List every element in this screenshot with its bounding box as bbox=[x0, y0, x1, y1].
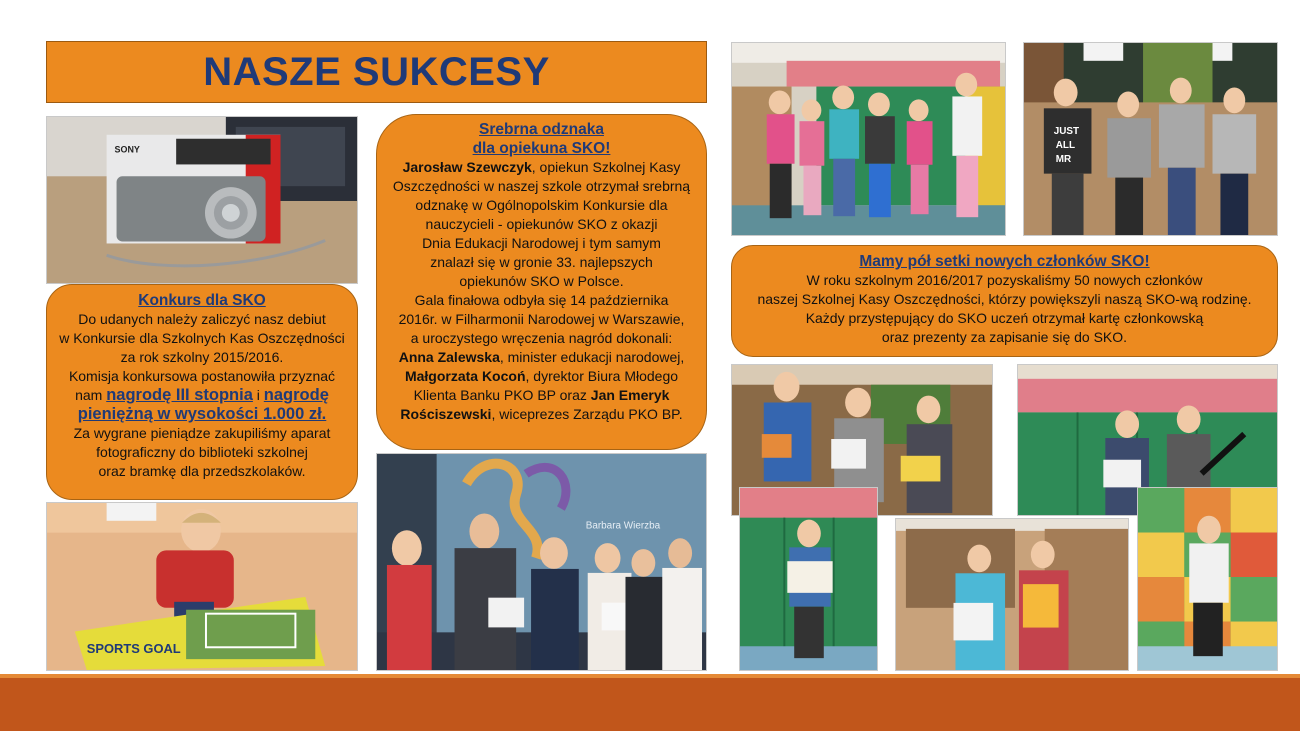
footer-bar bbox=[0, 678, 1300, 731]
name-emeryk: Jan Emeryk bbox=[590, 387, 670, 403]
odznaka-p1-line-1: Oszczędności w naszej szkole otrzymał srebrną bbox=[392, 178, 691, 194]
award-third-degree: nagrodę III stopnia bbox=[106, 386, 253, 404]
award-monetary-1: nagrodę bbox=[263, 386, 329, 404]
odznaka-p2-rest2: , dyrektor Biura Młodego bbox=[525, 368, 679, 384]
page-title: NASZE SUKCESY bbox=[203, 49, 550, 94]
shirt-text-1: JUST bbox=[1053, 126, 1080, 138]
konkurs-panel bbox=[46, 284, 358, 500]
konkurs-award-line-2 bbox=[51, 405, 353, 424]
odznaka-p1-rest: , opiekun Szkolnej Kasy bbox=[531, 159, 681, 175]
konkurs-line-4: Komisja konkursowa postanowiła przyznać bbox=[68, 368, 336, 384]
odznaka-p2-line-1: Gala finałowa odbyła się 14 października bbox=[414, 292, 669, 308]
czlonkowie-panel bbox=[731, 245, 1278, 357]
odznaka-p1-line-6: opiekunów SKO w Polsce. bbox=[459, 273, 624, 289]
photo-girl-colored-lockers bbox=[1137, 487, 1278, 671]
name-zalewska: Anna Zalewska bbox=[398, 349, 500, 365]
odznaka-p1-line-5: znalazł się w gronie 33. najlepszych bbox=[430, 254, 653, 270]
photo-boys-group bbox=[1023, 42, 1278, 236]
goal-box-label: SPORTS GOAL bbox=[86, 641, 181, 657]
award-prefix: nam bbox=[75, 387, 107, 403]
photo-two-girls bbox=[895, 518, 1129, 671]
konkurs-after-1: Za wygrane pieniądze zakupiliśmy aparat bbox=[73, 425, 331, 441]
czlonkowie-line-2: naszej Szkolnej Kasy Oszczędności, którzy powiększyli naszą SKO-wą rodzinę. bbox=[757, 291, 1252, 307]
konkurs-heading: Konkurs dla SKO bbox=[138, 292, 266, 309]
name-rosciszewski: Rościszewski bbox=[400, 406, 492, 422]
odznaka-p2-rest3: , wiceprezes Zarządu PKO BP. bbox=[491, 406, 683, 422]
odznaka-p2-line-3: a uroczystego wręczenia nagród dokonali: bbox=[410, 330, 673, 346]
konkurs-line-3: za rok szkolny 2015/2016. bbox=[120, 349, 284, 365]
odznaka-p1-line-2: odznakę w Ogólnopolskim Konkursie dla bbox=[415, 197, 668, 213]
odznaka-p1-line-0 bbox=[381, 158, 702, 177]
name-kocon: Małgorzata Kocoń bbox=[404, 368, 526, 384]
odznaka-p1-line-3: nauczycieli - opiekunów SKO z okazji bbox=[425, 216, 658, 232]
czlonkowie-line-4: oraz prezenty za zapisanie się do SKO. bbox=[881, 329, 1128, 345]
odznaka-p1-line-4: Dnia Edukacji Narodowej i tym samym bbox=[422, 235, 661, 251]
photo-boy-goal bbox=[46, 502, 358, 671]
konkurs-award-line-1 bbox=[51, 386, 353, 405]
award-mid: i bbox=[252, 387, 264, 403]
odznaka-p2-rest1: , minister edukacji narodowej, bbox=[499, 349, 685, 365]
odznaka-heading-2: dla opiekuna SKO! bbox=[472, 140, 611, 157]
title-banner bbox=[46, 41, 707, 103]
award-monetary-2: pieniężną w wysokości 1.000 zł. bbox=[77, 405, 327, 423]
photo-boy-lockers bbox=[739, 487, 878, 671]
czlonkowie-line-1: W roku szkolnym 2016/2017 pozyskaliśmy 50 nowych członków bbox=[806, 272, 1203, 288]
odznaka-panel bbox=[376, 114, 707, 450]
odznaka-heading-1: Srebrna odznaka bbox=[479, 121, 604, 138]
odznaka-p2-line-2: 2016r. w Filharmonii Narodowej w Warszawie, bbox=[398, 311, 685, 327]
odznaka-p2-line-7 bbox=[381, 405, 702, 424]
name-szewczyk: Jarosław Szewczyk bbox=[402, 159, 532, 175]
odznaka-p2-line-6 bbox=[381, 386, 702, 405]
czlonkowie-line-3: Każdy przystępujący do SKO uczeń otrzymał kartę członkowską bbox=[805, 310, 1204, 326]
shirt-text-3: MR bbox=[1055, 153, 1072, 165]
odznaka-p2-line-4 bbox=[381, 348, 702, 367]
camera-brand-text: SONY bbox=[114, 144, 140, 155]
photo-camera bbox=[46, 116, 358, 284]
gala-backdrop-text: Barbara Wierzba bbox=[585, 520, 661, 532]
photo-kids-group-1 bbox=[731, 42, 1006, 236]
konkurs-line-1: Do udanych należy zaliczyć nasz debiut bbox=[78, 311, 326, 327]
konkurs-after-2: fotograficzny do biblioteki szkolnej bbox=[96, 444, 308, 460]
czlonkowie-heading: Mamy pół setki nowych członków SKO! bbox=[859, 253, 1150, 270]
shirt-text-2: ALL bbox=[1055, 139, 1076, 151]
konkurs-line-2: w Konkursie dla Szkolnych Kas Oszczędności bbox=[59, 330, 345, 346]
konkurs-after-3: oraz bramkę dla przedszkolaków. bbox=[98, 463, 306, 479]
odznaka-p2-text3: Klienta Banku PKO BP oraz bbox=[413, 387, 591, 403]
odznaka-p2-line-5 bbox=[381, 367, 702, 386]
photo-gala bbox=[376, 453, 707, 671]
